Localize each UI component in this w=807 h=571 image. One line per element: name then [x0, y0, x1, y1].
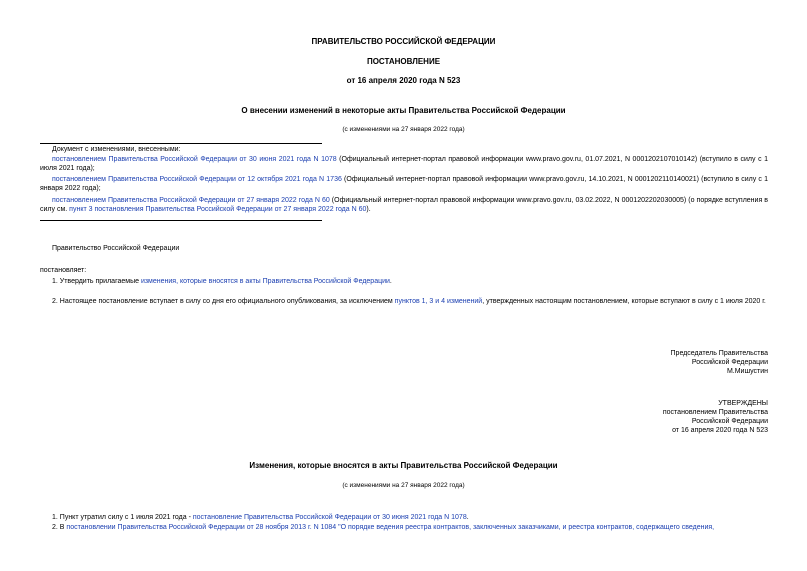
change-1-text: (Официальный интернет-портал правовой информации www.pravo.gov.ru, 01.07.2021, N 0001202107010142) (вступило в силу с 1 июля 2021 года);: [40, 156, 768, 173]
annex-item-2-link[interactable]: постановлении Правительства Российской Федерации от 28 ноября 2013 г. N 1084 "О порядке ведения реестра контрактов, заключенных заказчиками, и реестра контрактов, содержащего сведения,: [66, 524, 715, 531]
approval-heading: УТВЕРЖДЕНЫ: [718, 400, 768, 407]
paragraph-1-end: .: [389, 278, 392, 285]
paragraph-2-text: 2. Настоящее постановление вступает в силу со дня его официального опубликования, за исключением: [52, 298, 395, 305]
changes-bottom-divider: [40, 220, 322, 221]
change-item-1: [40, 155, 768, 173]
annex-item-2-text: 2. В: [52, 524, 67, 531]
annex-title: Изменения, которые вносятся в акты Правительства Российской Федерации: [249, 461, 558, 470]
document-title: О внесении изменений в некоторые акты Правительства Российской Федерации: [241, 106, 566, 115]
change-1-link[interactable]: постановлением Правительства Российской Федерации от 30 июня 2021 года N 1078: [52, 156, 337, 163]
annex-item-1-end: .: [466, 514, 469, 521]
signature-organization: Российской Федерации: [691, 359, 768, 367]
paragraph-2: [40, 297, 768, 306]
paragraph-1-link[interactable]: изменения, которые вносятся в акты Правительства Российской Федерации: [140, 278, 390, 285]
change-3-end: ).: [366, 206, 371, 214]
annex-item-1-text: 1. Пункт утратил силу с 1 июля 2021 года -: [52, 514, 193, 521]
approval-block: [528, 399, 768, 435]
government-label: Правительство Российской Федерации: [52, 245, 180, 252]
approval-line-3: Российской Федерации: [691, 418, 768, 426]
revision-note: (с изменениями на 27 января 2022 года): [342, 126, 465, 133]
annex-item-1-link[interactable]: постановление Правительства Российской Федерации от 30 июня 2021 года N 1078: [192, 514, 467, 521]
change-2-text: (Официальный интернет-портал правовой информации www.pravo.gov.ru, 14.10.2021, N 0001202110140021) (вступило в силу с 1 января 2022 года);: [40, 176, 768, 193]
signature-position: Председатель Правительства: [670, 350, 768, 357]
change-3-text: (Официальный интернет-портал правовой информации www.pravo.gov.ru, 03.02.2022, N 0001202202030005) (о порядке вступления в силу см.: [40, 197, 768, 214]
signature-name: М.Мишустин: [726, 368, 768, 376]
annex-item-2: [40, 523, 768, 532]
change-item-2: [40, 175, 768, 193]
change-2-link[interactable]: постановлением Правительства Российской Федерации от 12 октября 2021 года N 1736: [52, 176, 342, 183]
issuing-authority: ПРАВИТЕЛЬСТВО РОССИЙСКОЙ ФЕДЕРАЦИИ: [311, 37, 496, 46]
change-3-link-2[interactable]: пункт 3 постановления Правительства Российской Федерации от 27 января 2022 года N 60: [69, 206, 367, 214]
paragraph-1-text: 1. Утвердить прилагаемые: [52, 278, 141, 285]
annex-revision-note: (с изменениями на 27 января 2022 года): [342, 482, 465, 489]
paragraph-2-link[interactable]: пунктов 1, 3 и 4 изменений: [394, 298, 483, 305]
resolves-label: постановляет:: [40, 267, 87, 274]
paragraph-2-end: , утвержденных настоящим постановлением, которые вступают в силу с 1 июля 2020 г.: [482, 298, 766, 305]
paragraph-1: [40, 277, 768, 286]
change-3-link[interactable]: постановлением Правительства Российской Федерации от 27 января 2022 года N 60: [52, 197, 330, 204]
change-item-3: [40, 196, 768, 214]
document-type: ПОСТАНОВЛЕНИЕ: [366, 57, 441, 66]
changes-top-divider: [40, 143, 322, 144]
approval-line-2: постановлением Правительства: [662, 409, 768, 417]
document-date-number: от 16 апреля 2020 года N 523: [346, 76, 461, 85]
signature-block: [528, 349, 768, 376]
approval-line-4: от 16 апреля 2020 года N 523: [672, 427, 768, 435]
annex-item-1: [40, 513, 768, 522]
changes-intro: Документ с изменениями, внесенными:: [52, 146, 181, 153]
